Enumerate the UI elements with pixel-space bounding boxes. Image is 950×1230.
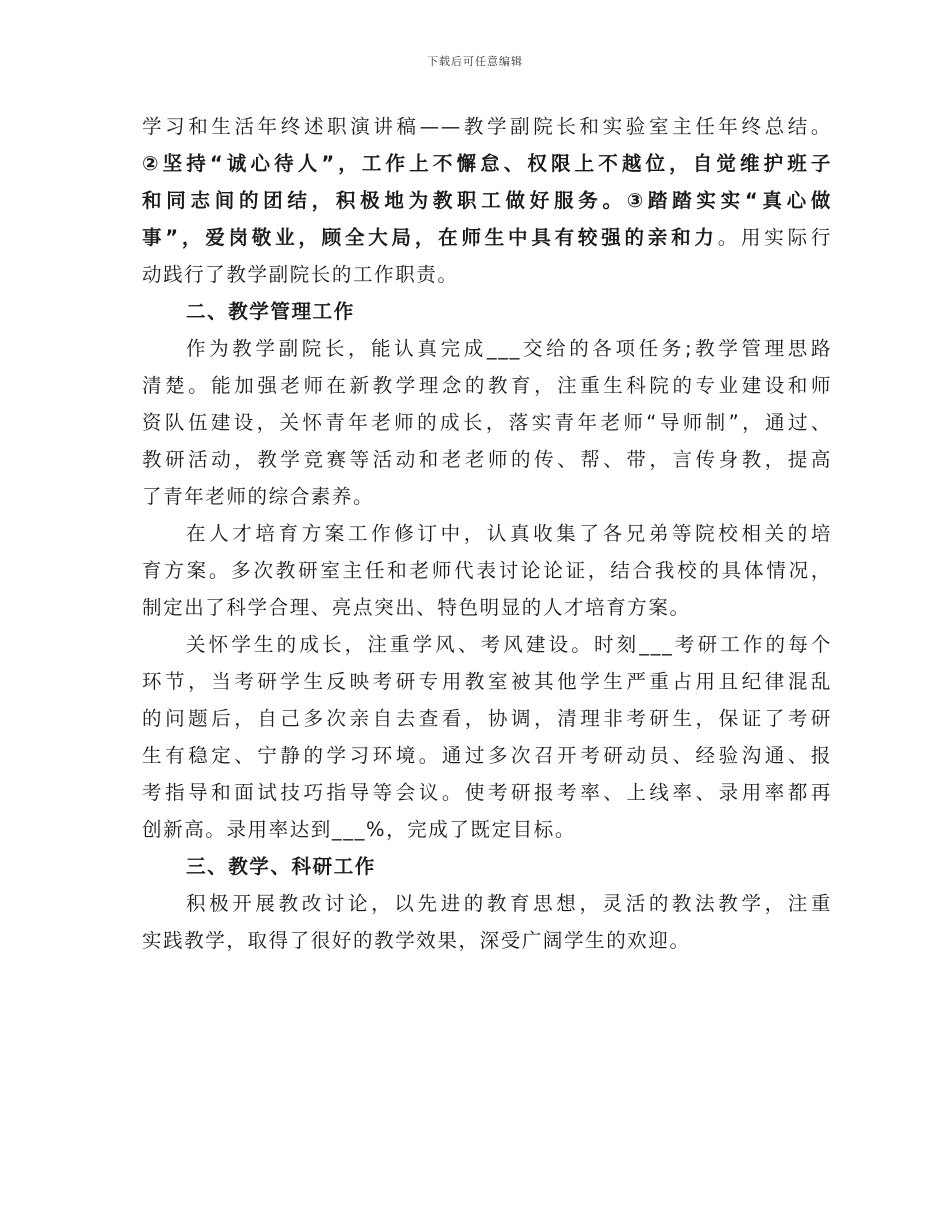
- normal-run: 。用实际行: [717, 226, 832, 249]
- text-line: 考指导和面试技巧指导等会议。使考研报考率、上线率、录用率都再: [142, 781, 832, 804]
- text-line: 的问题后，自己多次亲自去查看，协调，清理非考研生，保证了考研: [142, 707, 832, 730]
- text-line: 生有稳定、宁静的学习环境。通过多次召开考研动员、经验沟通、报: [142, 744, 832, 767]
- text-line-bold: 和同志间的团结，积极地为教职工做好服务。③踏踏实实“真心做: [142, 189, 832, 212]
- paragraph: [142, 330, 832, 515]
- document-body: [142, 108, 832, 959]
- text-line: 环节，当考研学生反映考研专用教室被其他学生严重占用且纪律混乱: [142, 670, 832, 693]
- text-line-mixed: [142, 219, 832, 256]
- text-line-bold: ②坚持“诚心待人”，工作上不懈怠、权限上不越位，自觉维护班子: [142, 152, 832, 175]
- text-line: 在人才培育方案工作修订中，认真收集了各兄弟等院校相关的培: [186, 522, 832, 545]
- text-line: 创新高。录用率达到___%，完成了既定目标。: [142, 818, 576, 841]
- page-header: 下载后可任意编辑: [427, 55, 523, 68]
- text-line: 教研活动，教学竞赛等活动和老老师的传、帮、带，言传身教，提高: [142, 448, 832, 471]
- paragraph: [142, 885, 832, 959]
- paragraph: [142, 515, 832, 626]
- paragraph: [142, 626, 832, 848]
- text-line: 清楚。能加强老师在新教学理念的教育，注重生科院的专业建设和师: [142, 374, 832, 397]
- text-line: 育方案。多次教研室主任和老师代表讨论论证，结合我校的具体情况，: [142, 559, 832, 582]
- text-line: 实践教学，取得了很好的教学效果，深受广阔学生的欢迎。: [142, 929, 691, 952]
- text-line: 学习和生活年终述职演讲稿——教学副院长和实验室主任年终总结。: [142, 115, 832, 138]
- section-heading: 三、教学、科研工作: [186, 855, 376, 878]
- text-line: 了青年老师的综合素养。: [142, 485, 375, 508]
- text-line: 制定出了科学合理、亮点突出、特色明显的人才培育方案。: [142, 596, 691, 619]
- text-line: 资队伍建设，关怀青年老师的成长，落实青年老师“导师制”，通过、: [142, 411, 832, 434]
- text-line: 积极开展教改讨论，以先进的教育思想，灵活的教法教学，注重: [186, 892, 832, 915]
- text-line: 关怀学生的成长，注重学风、考风建设。时刻___考研工作的每个: [186, 633, 832, 656]
- bold-run: 事”，爱岗敬业，顾全大局，在师生中具有较强的亲和力: [142, 226, 718, 249]
- paragraph-continuation: [142, 108, 832, 293]
- text-line: 动践行了教学副院长的工作职责。: [142, 263, 459, 286]
- section-heading: 二、教学管理工作: [186, 300, 355, 323]
- text-line: 作为教学副院长，能认真完成___交给的各项任务;教学管理思路: [186, 337, 832, 360]
